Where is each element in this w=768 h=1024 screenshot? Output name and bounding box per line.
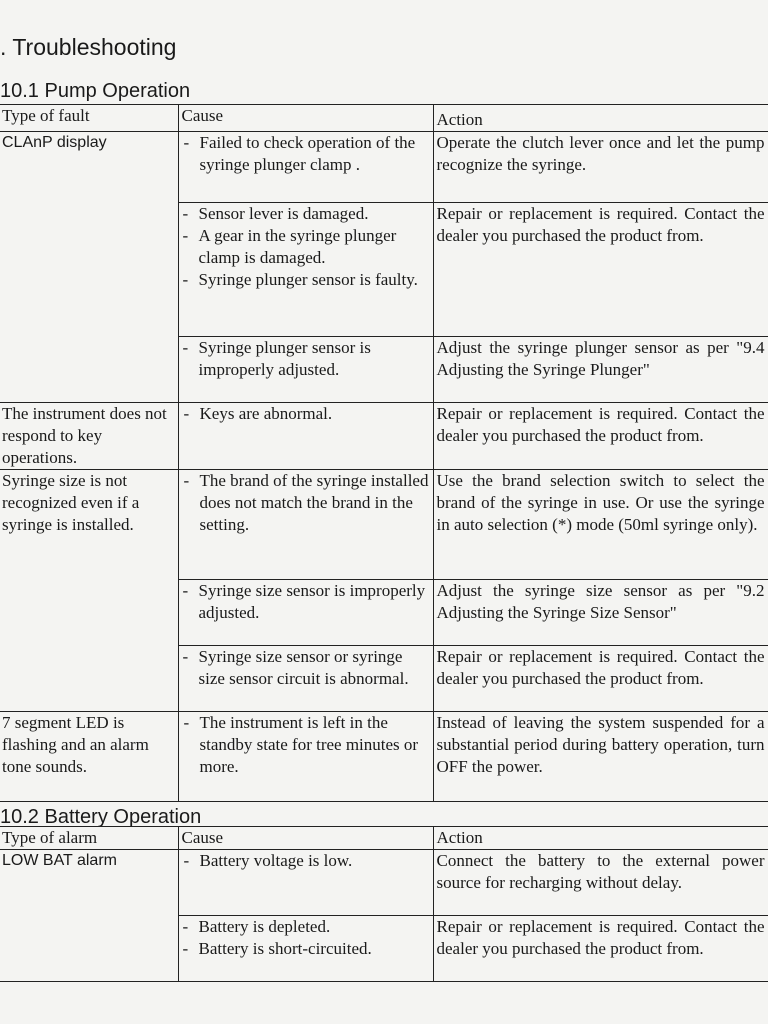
action-cell: Connect the battery to the external power source for recharging without delay.: [433, 850, 768, 916]
header-action: Action: [433, 105, 768, 132]
header-action: Action: [433, 827, 768, 850]
fault-cell: Syringe size is not recognized even if a syringe is installed.: [0, 470, 178, 712]
action-cell: Repair or replacement is required. Contact the dealer you purchased the product from.: [433, 646, 768, 712]
cause-cell: [178, 470, 433, 580]
fault-cell: The instrument does not respond to key operations.: [0, 403, 178, 470]
cause-cell: [178, 337, 433, 403]
action-cell: Repair or replacement is required. Contact the dealer you purchased the product from.: [433, 403, 768, 470]
cause-item: - Battery is short-circuited.: [181, 938, 430, 960]
cause-item: - Syringe size sensor is improperly adjusted.: [181, 580, 430, 624]
cause-item: - The brand of the syringe installed does not match the brand in the setting.: [182, 470, 430, 536]
action-cell: Adjust the syringe plunger sensor as per "9.4 Adjusting the Syringe Plunger": [433, 337, 768, 403]
battery-troubleshooting-table: [0, 826, 768, 982]
action-cell: Instead of leaving the system suspended for a substantial period during battery operation, turn OFF the power.: [433, 712, 768, 802]
cause-cell: [178, 203, 433, 337]
table-row: [0, 403, 768, 470]
cause-item: - Syringe plunger sensor is faulty.: [181, 269, 430, 291]
cause-cell: [178, 712, 433, 802]
cause-item: - Keys are abnormal.: [182, 403, 430, 425]
table-row: [0, 132, 768, 203]
fault-cell: LOW BAT alarm: [0, 850, 178, 982]
cause-item: - Battery is depleted.: [181, 916, 430, 938]
cause-cell: [178, 403, 433, 470]
cause-item: - Sensor lever is damaged.: [181, 203, 430, 225]
section-heading-pump: 10.1 Pump Operation: [0, 80, 191, 102]
page-title: . Troubleshooting: [0, 34, 177, 60]
cause-cell: [178, 132, 433, 203]
fault-cell: CLAnP display: [0, 132, 178, 403]
header-fault: Type of alarm: [0, 827, 178, 850]
cause-item: - Failed to check operation of the syringe plunger clamp .: [182, 132, 430, 176]
pump-troubleshooting-table: [0, 104, 768, 802]
table-row: [0, 712, 768, 802]
cause-item: - Syringe plunger sensor is improperly adjusted.: [181, 337, 430, 381]
cause-item: - Battery voltage is low.: [182, 850, 430, 872]
header-cause: Cause: [178, 827, 433, 850]
action-cell: Adjust the syringe size sensor as per "9.2 Adjusting the Syringe Size Sensor": [433, 580, 768, 646]
fault-cell: 7 segment LED is flashing and an alarm tone sounds.: [0, 712, 178, 802]
cause-cell: [178, 850, 433, 916]
header-fault: Type of fault: [0, 105, 178, 132]
cause-cell: [178, 646, 433, 712]
cause-cell: [178, 580, 433, 646]
action-cell: Operate the clutch lever once and let the pump recognize the syringe.: [433, 132, 768, 203]
cause-item: - Syringe size sensor or syringe size sensor circuit is abnormal.: [181, 646, 430, 690]
table-row: [0, 470, 768, 580]
section-heading-battery: 10.2 Battery Operation: [0, 806, 202, 828]
table-header-row: [0, 105, 768, 132]
header-cause: Cause: [178, 105, 433, 132]
action-cell: Repair or replacement is required. Contact the dealer you purchased the product from.: [433, 916, 768, 982]
action-cell: Repair or replacement is required. Contact the dealer you purchased the product from.: [433, 203, 768, 337]
table-header-row: [0, 827, 768, 850]
table-row: [0, 850, 768, 916]
cause-cell: [178, 916, 433, 982]
cause-item: - A gear in the syringe plunger clamp is damaged.: [181, 225, 430, 269]
action-cell: Use the brand selection switch to select the brand of the syringe in use. Or use the syringe in auto selection (*) mode (50ml syringe only).: [433, 470, 768, 580]
cause-item: - The instrument is left in the standby state for tree minutes or more.: [182, 712, 430, 778]
